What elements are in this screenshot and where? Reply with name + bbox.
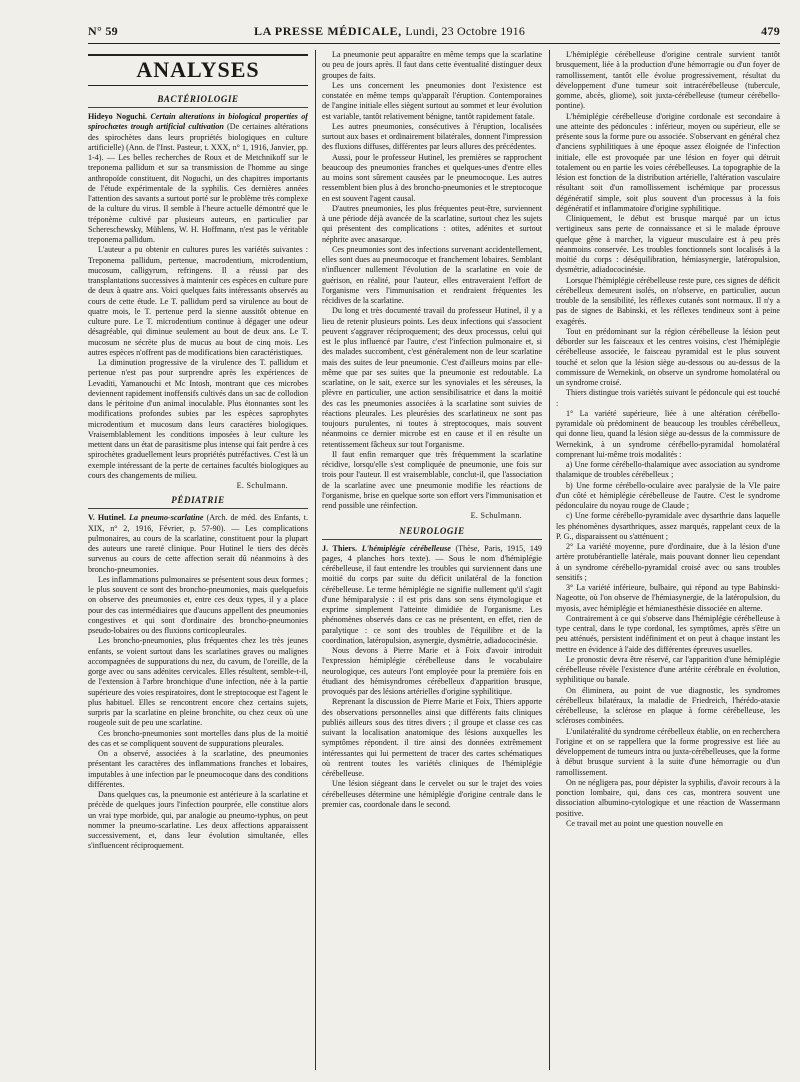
paragraph: La pneumonie peut apparaître en même temps que la scarlatine ou peu de jours après. Il faut dans cette éventualité distinguer deux groupes de faits. — [322, 50, 542, 80]
title-hutinel: La pneumo-scarlatine — [129, 513, 204, 523]
paragraph: D'autres pneumonies, les plus fréquentes peut-être, surviennent à une période déjà avancée de la scarlatine, surtout chez les sujets qui présentent des complications : otites, adénites et surtout néphrite avec anasarque. — [322, 203, 542, 244]
paragraph: L'auteur a pu obtenir en cultures pures les variétés suivantes : Treponema pallidum, pertenue, macrodentium, microdentium, mucosum, calligyrum, refringens. Il a réussi par des transplantations successives à maintenir ces espèces en culture pure de deux à quatre ans. Voici quelques faits intéressants observés au cours de cette étude. Le T. pallidum perd sa virulence au bout de quatre mois, le T. pertenue perd la sienne aussitôt obtenue en culture pure. Le T. microdentium continue à dégager une odeur désagréable, qui diminue seulement au bout de deux ans. Le T. mucosum ne sécrète plus de mucus au bout de cinq mois. Les autres espèces n'offrent pas de modifications bien caractéristiques. — [88, 245, 308, 357]
paragraph: Lorsque l'hémiplégie cérébelleuse reste pure, ces signes de déficit cérébelleux demeurent isolés, on n'observe, en particulier, aucun trouble de la sensibilité, les réflexes cutanés sont normaux. Il n'y a pas de signes de Babinski, et les réflexes tendineux sont à peine exagérés. — [556, 275, 780, 326]
section-head-pediatrie: PÉDIATRIE — [88, 495, 308, 509]
journal-name: LA PRESSE MÉDICALE, — [254, 24, 402, 38]
article-noguchi — [88, 112, 308, 245]
paragraph: Le pronostic devra être réservé, car l'apparition d'une hémiplégie cérébelleuse révèle l'existence d'une artérite cérébrale en évolution, syphilitique ou banale. — [556, 654, 780, 685]
paragraph: Ces pneumonies sont des infections survenant accidentellement, elles sont dues au pneumocoque et franchement lobaires. Semblant n'influencer nullement l'évolution de la scarlatine en voie de guérison, en réalité, pour l'auteur, elles entraveraient l'effort de l'organisme vers l'immunisation et rendraient fréquentes les récidives de la scarlatine. — [322, 244, 542, 305]
paragraph: Les autres pneumonies, consécutives à l'éruption, localisées surtout aux bases et ordinairement bilatérales, donnent l'impression des fluxions diffuses, différentes par leurs allures des précédentes. — [322, 121, 542, 152]
paragraph: Aussi, pour le professeur Hutinel, les premières se rapprochent beaucoup des pneumonies franches et quelques-unes d'entre elles au moins sont sûrement causées par le pneumocoque. Les autres ressemblent bien plus à des broncho-pneumonies et le streptocoque en est souvent l'agent causal. — [322, 152, 542, 203]
section-head-neurologie: NEUROLOGIE — [322, 526, 542, 540]
column-1 — [88, 50, 308, 1070]
paragraph: Du long et très documenté travail du professeur Hutinel, il y a lieu de retenir plusieurs points. Les deux infections qui s'associent peuvent s'aggraver réciproquement; des deux processus, celui qui est le plus influencé par l'autre, c'est l'infection pulmonaire et, si des malades succombent, c'est généralement non de leur scarlatine mais des suites de leur pneumonie. C'est d'ailleurs moins par elle-même que par ses suites que la pneumonie est redoutable. La scarlatine, on le sait, exerce sur les synoviales et les séreuses, la plèvre en particulier, une action sensibilisatrice et dans la moitié des cas les pneumonies associées à la scarlatine sont suivies de réactions pleurales. Les pleurésies des scarlatineux ne sont pas toujours purulentes, ni toutes à streptocoques, mais souvent néanmoins ce dernier microbe est en cause et il en résulte un retentissement fâcheux sur tout l'organisme. — [322, 306, 542, 449]
article-hutinel — [88, 513, 308, 575]
journal-title — [254, 24, 525, 39]
paragraph: On ne négligera pas, pour dépister la syphilis, d'avoir recours à la ponction lombaire, qui, dans ces cas, montrera souvent une dissociation albumino-cytologique et une réaction de Wassermann positive. — [556, 777, 780, 818]
issue-date: Lundi, 23 Octobre 1916 — [405, 24, 526, 38]
issue-number: N° 59 — [88, 24, 118, 38]
newspaper-page — [88, 24, 780, 1074]
page-number: 479 — [761, 24, 780, 38]
paragraph: L'unilatéralité du syndrome cérébelleux établie, on en recherchera l'origine et on se rappellera que la forme progressive est liée au développement de tumeurs intra ou juxta-cérébelleuses, que la forme à début brusque survient à la suite d'une hémorragie ou d'un ramollissement. — [556, 726, 780, 777]
paragraph: On a observé, associées à la scarlatine, des pneumonies présentant les caractères des inflammations franches et lobaires, imputables à une infection par le pneumocoque dans des conditions différentes. — [88, 749, 308, 789]
paragraph: 2° La variété moyenne, pure d'ordinaire, due à la lésion d'une artère protubérantielle latérale, mais pouvant donner lieu cependant à un syndrome cérébello-pyramidal croisé avec ou sans troubles sensitifs ; — [556, 542, 780, 582]
author-hutinel: V. Hutinel. — [88, 513, 126, 523]
paragraph: Il faut enfin remarquer que très fréquemment la scarlatine récidive, lorsqu'elle s'est compliquée de pneumonie, une fois sur trois pour l'auteur. Il est vraisemblable, conclut-il, que l'association de la scarlatine avec une pneumonie modifie les réactions de l'organisme, brise en quelque sorte son effort vers l'immunisation et rend possible une réinfection. — [322, 449, 542, 510]
paragraph: Les uns concernent les pneumonies dont l'existence est constatée en même temps qu'apparaît l'éruption. Contemporaines de l'angine initiale elles siègent surtout au sommet et leur évolution est variable, tantôt relativement bénigne, tantôt rapidement fatale. — [322, 80, 542, 121]
column-2 — [322, 50, 542, 1070]
column-divider-2 — [549, 50, 550, 1070]
column-divider-1 — [315, 50, 316, 1070]
column-3 — [556, 50, 780, 1070]
paragraph: La diminution progressive de la virulence des T. pallidum et pertenue n'est pas pour surprendre après les expériences de Levaditi, Yamanouchi et Mc Intosh, montrant que ces microbes deviennent rapidement inoffensifs cultivés dans un sac de collodion dans le péritoine d'un animal inoculable. Plus étonnantes sont les modifications profondes subies par les espèces saprophytes microdentium et mucosum dans leurs caractères biologiques. Vraisemblablement les conditions imposées à leur culture les mettent dans un état de parasitisme plus intense qui fait perdre à ces spirochètes graduellement leurs propriétés putréfactives. C'est là un exemple intéressant de la perte de certaines facultés biologiques au cours des changements de milieu. — [88, 358, 308, 480]
author-thiers: J. Thiers. — [322, 543, 358, 553]
section-title-analyses: ANALYSES — [88, 54, 308, 86]
paragraph: Reprenant la discussion de Pierre Marie et Foix, Thiers apporte des observations personnelles ainsi que différents faits cliniques publiés ailleurs sous des titres divers ; il groupe et classe ces cas suivant la localisation anatomique des lésions auxquelles les symptômes répondent. il tire ainsi des données extrêmement intéressantes qui lui permettent de tracer des cartes schématiques où rentrent toutes les variétés cliniques de l'hémiplégie cérébelleuse. — [322, 697, 542, 778]
paragraph: Dans quelques cas, la pneumonie est antérieure à la scarlatine et précède de quelques jours l'infection pourprée, elle constitue alors un vrai type morbide, qui, par analogie au pneumo-typhus, on peut nommer la pneumo-scarlatine. Les deux affections apparaissent successivement, et, dans leur évolution simultanée, elles s'influencent réciproquement. — [88, 790, 308, 851]
paragraph: Une lésion siégeant dans le cervelet ou sur le trajet des voies cérébelleuses détermine une hémiplégie d'origine centrale dans le premier cas, coordonale dans le second. — [322, 779, 542, 809]
paragraph: Tout en prédominant sur la région cérébelleuse la lésion peut déborder sur les faisceaux et les centres voisins, c'est l'hémiplégie cérébelleuse associée, le faisceau pyramidal est le plus souvent touché et selon que la lésion siège au-dessous ou au-dessus de la commissure de Wernekink, on observe un syndrome homolatéral ou un syndrome croisé. — [556, 326, 780, 387]
header-rule — [88, 43, 780, 44]
section-head-bacteriologie: BACTÉRIOLOGIE — [88, 94, 308, 108]
paragraph: Contrairement à ce qui s'observe dans l'hémiplégie cérébelleuse à type central, dans le type cordonal, les symptômes, après s'être un peu atténués, persistent indéfiniment et on peut à chaque instant les mettre en évidence à l'aide des différentes épreuves usuelles. — [556, 613, 780, 654]
paragraph: Ce travail met au point une question nouvelle en — [566, 818, 723, 828]
title-noguchi: Certain alterations in biological properties of spirochætes trough artificial cultivation — [88, 112, 308, 132]
paragraph: c) Une forme cérébello-pyramidale avec dysarthrie dans laquelle les phénomènes dysarthriques, assez marqués, rappelant ceux de la P. G., disparaissent ou s'atténuent ; — [556, 511, 780, 541]
article-thiers — [322, 544, 542, 647]
paragraph: L'hémiplégie cérébelleuse d'origine centrale survient tantôt brusquement, liée à la production d'une hémorragie ou d'un foyer de ramollissement, tantôt elle évolue progressivement, résultat du développement d'une tumeur soit intracérébelleuse (tubercule, gomme, abcès, gliome), soit juxta-cérébelleuse (tumeur cérébello-pontine). — [556, 50, 780, 111]
paragraph: b) Une forme cérébello-oculaire avec paralysie de la VIe paire d'un côté et hémiplégie cérébelleuse de l'autre. C'est le syndrome pédonculaire du noyau rouge de Claude ; — [556, 480, 780, 510]
paragraph: a) Une forme cérébello-thalamique avec association au syndrome thalamique de troubles cérébelleux ; — [556, 460, 780, 480]
paragraph: 3° La variété inférieure, bulbaire, qui répond au type Babinski-Nageotte, où l'on observe de l'hémiasynergie, de la latéropulsion, du myosis, avec hémiplégie et hémianesthésie dissociée en alterne. — [556, 583, 780, 613]
paragraph: On éliminera, au point de vue diagnostic, les syndromes cérébelleux bilatéraux, la maladie de Friedreich, l'hérédo-ataxie cérébelleuse, la sclérose en plaque à forme cérébelleuse, les scléroses combinées. — [556, 685, 780, 726]
signature: E. Schulmann. — [470, 511, 522, 521]
thiers-intro: (Thèse, Paris, 1915, 149 pages, 4 planches hors texte). — Sous le nom d'hémiplégie cérébelleuse, il faut entendre les troubles qui surviennent dans une moitié du corps par suite du déficit unilatéral de la fonction cérébelleuse. Le terme hémiplégie ne signifie nullement qu'il s'agit d'une hémiparalysie : il est pris dans son sens étymologique et exprime simplement l'atteinte dimidiée de l'organisme. Les phénomènes observés dans ce cas ne présentent, en effet, rien de paralytique : ce sont des troubles de l'équilibre et de la coordination, latéropulsion, asynergie, dysmétrie, adiadococinésie. — [322, 543, 542, 645]
signature: E. Schulmann. — [236, 481, 288, 490]
paragraph: 1° La variété supérieure, liée à une altération cérébello-pyramidale où prédominent de beaucoup les troubles cérébelleux, qui donne lieu, quand la lésion siège au-dessus de la commissure de Wernekink, à un syndrome cérébello-pyramidal homolatéral comprenant lui-même trois modalités : — [556, 408, 780, 459]
author-noguchi: Hideyo Noguchi. — [88, 112, 147, 121]
paragraph: Les inflammations pulmonaires se présentent sous deux formes ; le plus souvent ce sont des broncho-pneumonies, mais quelquefois on observe des pneumonies et, entre ces deux types, il y a place pour des cas intermédiaires que d'aucuns appellent des pneumonies congestives et qui sont d'ordinaire des broncho-pneumonies pseudo-lobaires ou des fluxions corticopleurales. — [88, 574, 308, 635]
paragraph: L'hémiplégie cérébelleuse d'origine cordonale est secondaire à une atteinte des pédoncules : inférieur, moyen ou supérieur, elle se présente sous la forme pure ou associée. S'observant en général chez d'anciens syphilitiques à une époque assez éloignée de l'infection initiale, elle est provoquée par une lésion en foyer qui détruit totalement ou en partie les voies cérébelleuses. La topographie de la lésion est fonction de la distribution artérielle, l'altération vasculaire résultant soit d'un ramollissement ischémique par processus dégénératif simple, soit plus souvent d'un processus à la fois dégénératif et inflammatoire d'origine syphilitique. — [556, 111, 780, 213]
title-thiers: L'hémiplégie cérébelleuse — [361, 543, 451, 553]
noguchi-intro: (De certaines altérations des spirochètes dans leurs propriétés biologiques en culture artificielle) (Ann. de l'Inst. Pasteur, t. XXX, n° 1, 1916, Janvier, pp. 1-4). — Les belles recherches de Roux et de Metchnikoff sur le treponema pallidum et sur sa transmission de l'homme au singe anthropoïde constituent, dit Noguchi, un des chapitres importants de l'étude expérimentale de la syphilis. Ces dernières années l'attention des savants a surtout porté sur le problème très complexe de la culture du virus. Il semble à l'heure actuelle démontré que le tréponème cultivé par plusieurs auteurs, en particulier par Schereschewsky, Mühlens, W. H. Hoffmann, n'est pas le véritable treponema pallidum. — [88, 122, 308, 244]
hutinel-intro: (Arch. de méd. des Enfants, t. XIX, n° 2, 1916, Février, p. 57-90). — Les complications pulmonaires, au cours de la scarlatine, constituent pour la plupart des auteurs une rareté clinique. Pour Hutinel le tiers des décès survenus au cours de cette affection serait dû néanmoins à des broncho-pneumonies. — [88, 513, 308, 574]
running-head — [88, 24, 780, 42]
paragraph: Thiers distingue trois variétés suivant le pédoncule qui est touché : — [556, 388, 780, 408]
paragraph: Les broncho-pneumonies, plus fréquentes chez les très jeunes enfants, se voient surtout dans les scarlatines graves ou malignes accompagnées de suppurations du nez, du cavum, de l'oreille, de la gorge avec ou sans adénites cervicales. Elles résultent, semble-t-il, de l'extension à l'arbre bronchique d'une infection, née à la partie supérieure des voies respiratoires, dont le streptocoque est l'agent le plus habituel. Elles se rencontrent encore chez certains sujets, surpris par la scarlatine en pleine bronchite, ou chez ceux où une rougeole suit de peu une scarlatine. — [88, 636, 308, 728]
paragraph: Nous devons à Pierre Marie et à Foix d'avoir introduit l'expression hémiplégie cérébelleuse dans le vocabulaire neurologique, ces auteurs l'ont employée pour la première fois en étudiant des hémisyndromes cérébelleux d'apparition brusque, provoqués par des lésions artérielles d'origine syphilitique. — [322, 646, 542, 696]
paragraph: Cliniquement, le début est brusque marqué par un ictus vertigineux sans perte de connaissance et si le malade éprouve quelque gêne à marcher, la vigueur musculaire est à peu près néanmoins conservée. Les troubles fonctionnels sont localisés à la moitié du corps : déséquilibration, hémiasynergie, latéropulsion, dysmétrie, adiadococinésie. — [556, 214, 780, 275]
paragraph: Ces broncho-pneumonies sont mortelles dans plus de la moitié des cas et se compliquent souvent de suppurations pleurales. — [88, 728, 308, 748]
